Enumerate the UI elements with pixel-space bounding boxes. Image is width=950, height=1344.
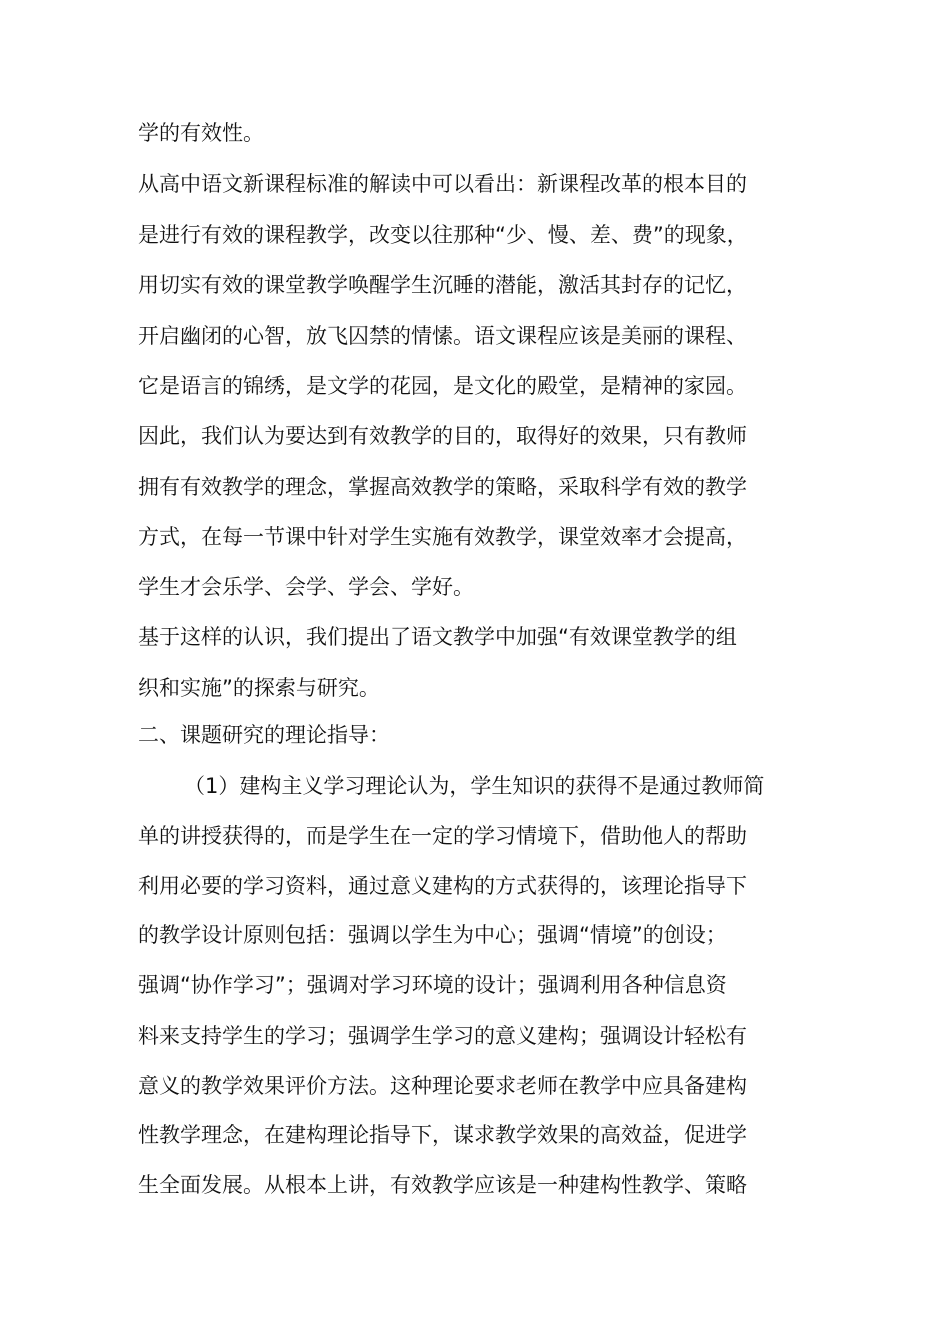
text-line: 从高中语文新课程标准的解读中可以看出：新课程改革的根本目的 <box>138 172 747 196</box>
text-line: 它是语言的锦绣，是文学的花园，是文化的殿堂，是精神的家园。 <box>138 374 747 398</box>
text-line: 方式，在每一节课中针对学生实施有效教学，课堂效率才会提高， <box>138 525 747 549</box>
text-line: 生全面发展。从根本上讲，有效教学应该是一种建构性教学、策略 <box>138 1173 747 1197</box>
text-line: 学生才会乐学、会学、学会、学好。 <box>138 575 474 599</box>
text-line: 用切实有效的课堂教学唤醒学生沉睡的潜能，激活其封存的记忆， <box>138 273 747 297</box>
section-heading: 二、课题研究的理论指导： <box>138 723 390 747</box>
text-line: 的教学设计原则包括：强调以学生为中心；强调“情境”的创设； <box>138 923 727 947</box>
text-line: 学的有效性。 <box>138 121 264 145</box>
text-line: 是进行有效的课程教学，改变以往那种“少、慢、差、费”的现象， <box>138 223 748 247</box>
text-line: 因此，我们认为要达到有效教学的目的，取得好的效果，只有教师 <box>138 424 747 448</box>
text-line: 单的讲授获得的，而是学生在一定的学习情境下，借助他人的帮助 <box>138 824 747 848</box>
text-line: 性教学理念，在建构理论指导下，谋求教学效果的高效益，促进学 <box>138 1123 747 1147</box>
text-line: 料来支持学生的学习；强调学生学习的意义建构；强调设计轻松有 <box>138 1024 747 1048</box>
text-line: 基于这样的认识，我们提出了语文教学中加强“有效课堂教学的组 <box>138 625 737 649</box>
text-line: 开启幽闭的心智，放飞囚禁的情愫。语文课程应该是美丽的课程、 <box>138 324 747 348</box>
text-line: 意义的教学效果评价方法。这种理论要求老师在教学中应具备建构 <box>138 1074 747 1098</box>
text-line: （1）建构主义学习理论认为，学生知识的获得不是通过教师简 <box>184 774 765 798</box>
text-line: 强调“协作学习”；强调对学习环境的设计；强调利用各种信息资 <box>138 973 727 997</box>
text-line: 拥有有效教学的理念，掌握高效教学的策略，采取科学有效的教学 <box>138 475 747 499</box>
text-line: 利用必要的学习资料，通过意义建构的方式获得的，该理论指导下 <box>138 874 747 898</box>
text-line: 织和实施”的探索与研究。 <box>138 676 380 700</box>
